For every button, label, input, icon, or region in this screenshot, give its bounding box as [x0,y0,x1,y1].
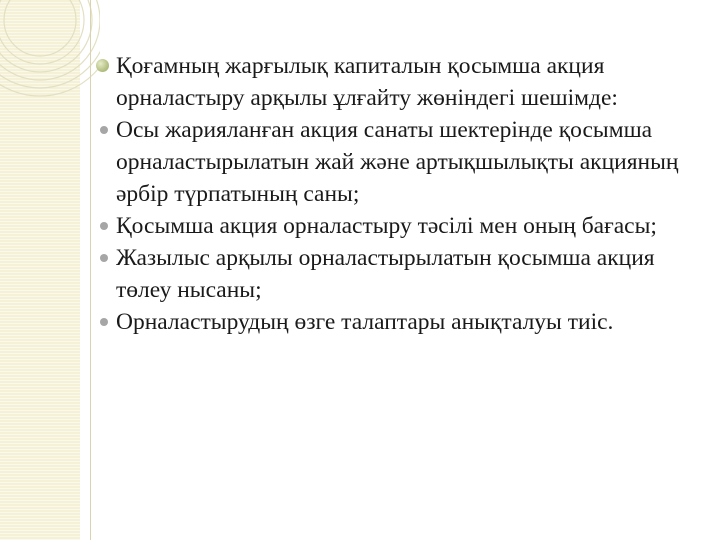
bullet-icon [100,126,108,134]
bullet-icon [100,318,108,326]
bullet-text: Орналастырудың өзге талаптары анықталуы тиіс. [116,309,614,335]
slide-content [104,50,704,338]
bullet-text: Осы жарияланған акция санаты шектерінде қосымша орналастырылатын жай және артықшылықты акцияның әрбір түрпатының саны; [116,117,679,207]
bullet-icon [100,254,108,262]
bullet-item [104,114,704,210]
bullet-item [104,242,704,306]
bullet-list [104,50,704,338]
bullet-icon [100,222,108,230]
bullet-icon [96,59,109,72]
bullet-item [104,210,704,242]
vertical-divider [90,0,91,540]
bullet-item [104,50,704,114]
bullet-text: Қоғамның жарғылық капиталын қосымша акция орналастыру арқылы ұлғайту жөніндегі шешімде: [116,53,618,111]
bullet-text: Қосымша акция орналастыру тәсілі мен оның бағасы; [116,213,657,239]
bullet-item [104,306,704,338]
bullet-text: Жазылыс арқылы орналастырылатын қосымша акция төлеу нысаны; [116,245,655,303]
decorative-rings [0,0,100,140]
